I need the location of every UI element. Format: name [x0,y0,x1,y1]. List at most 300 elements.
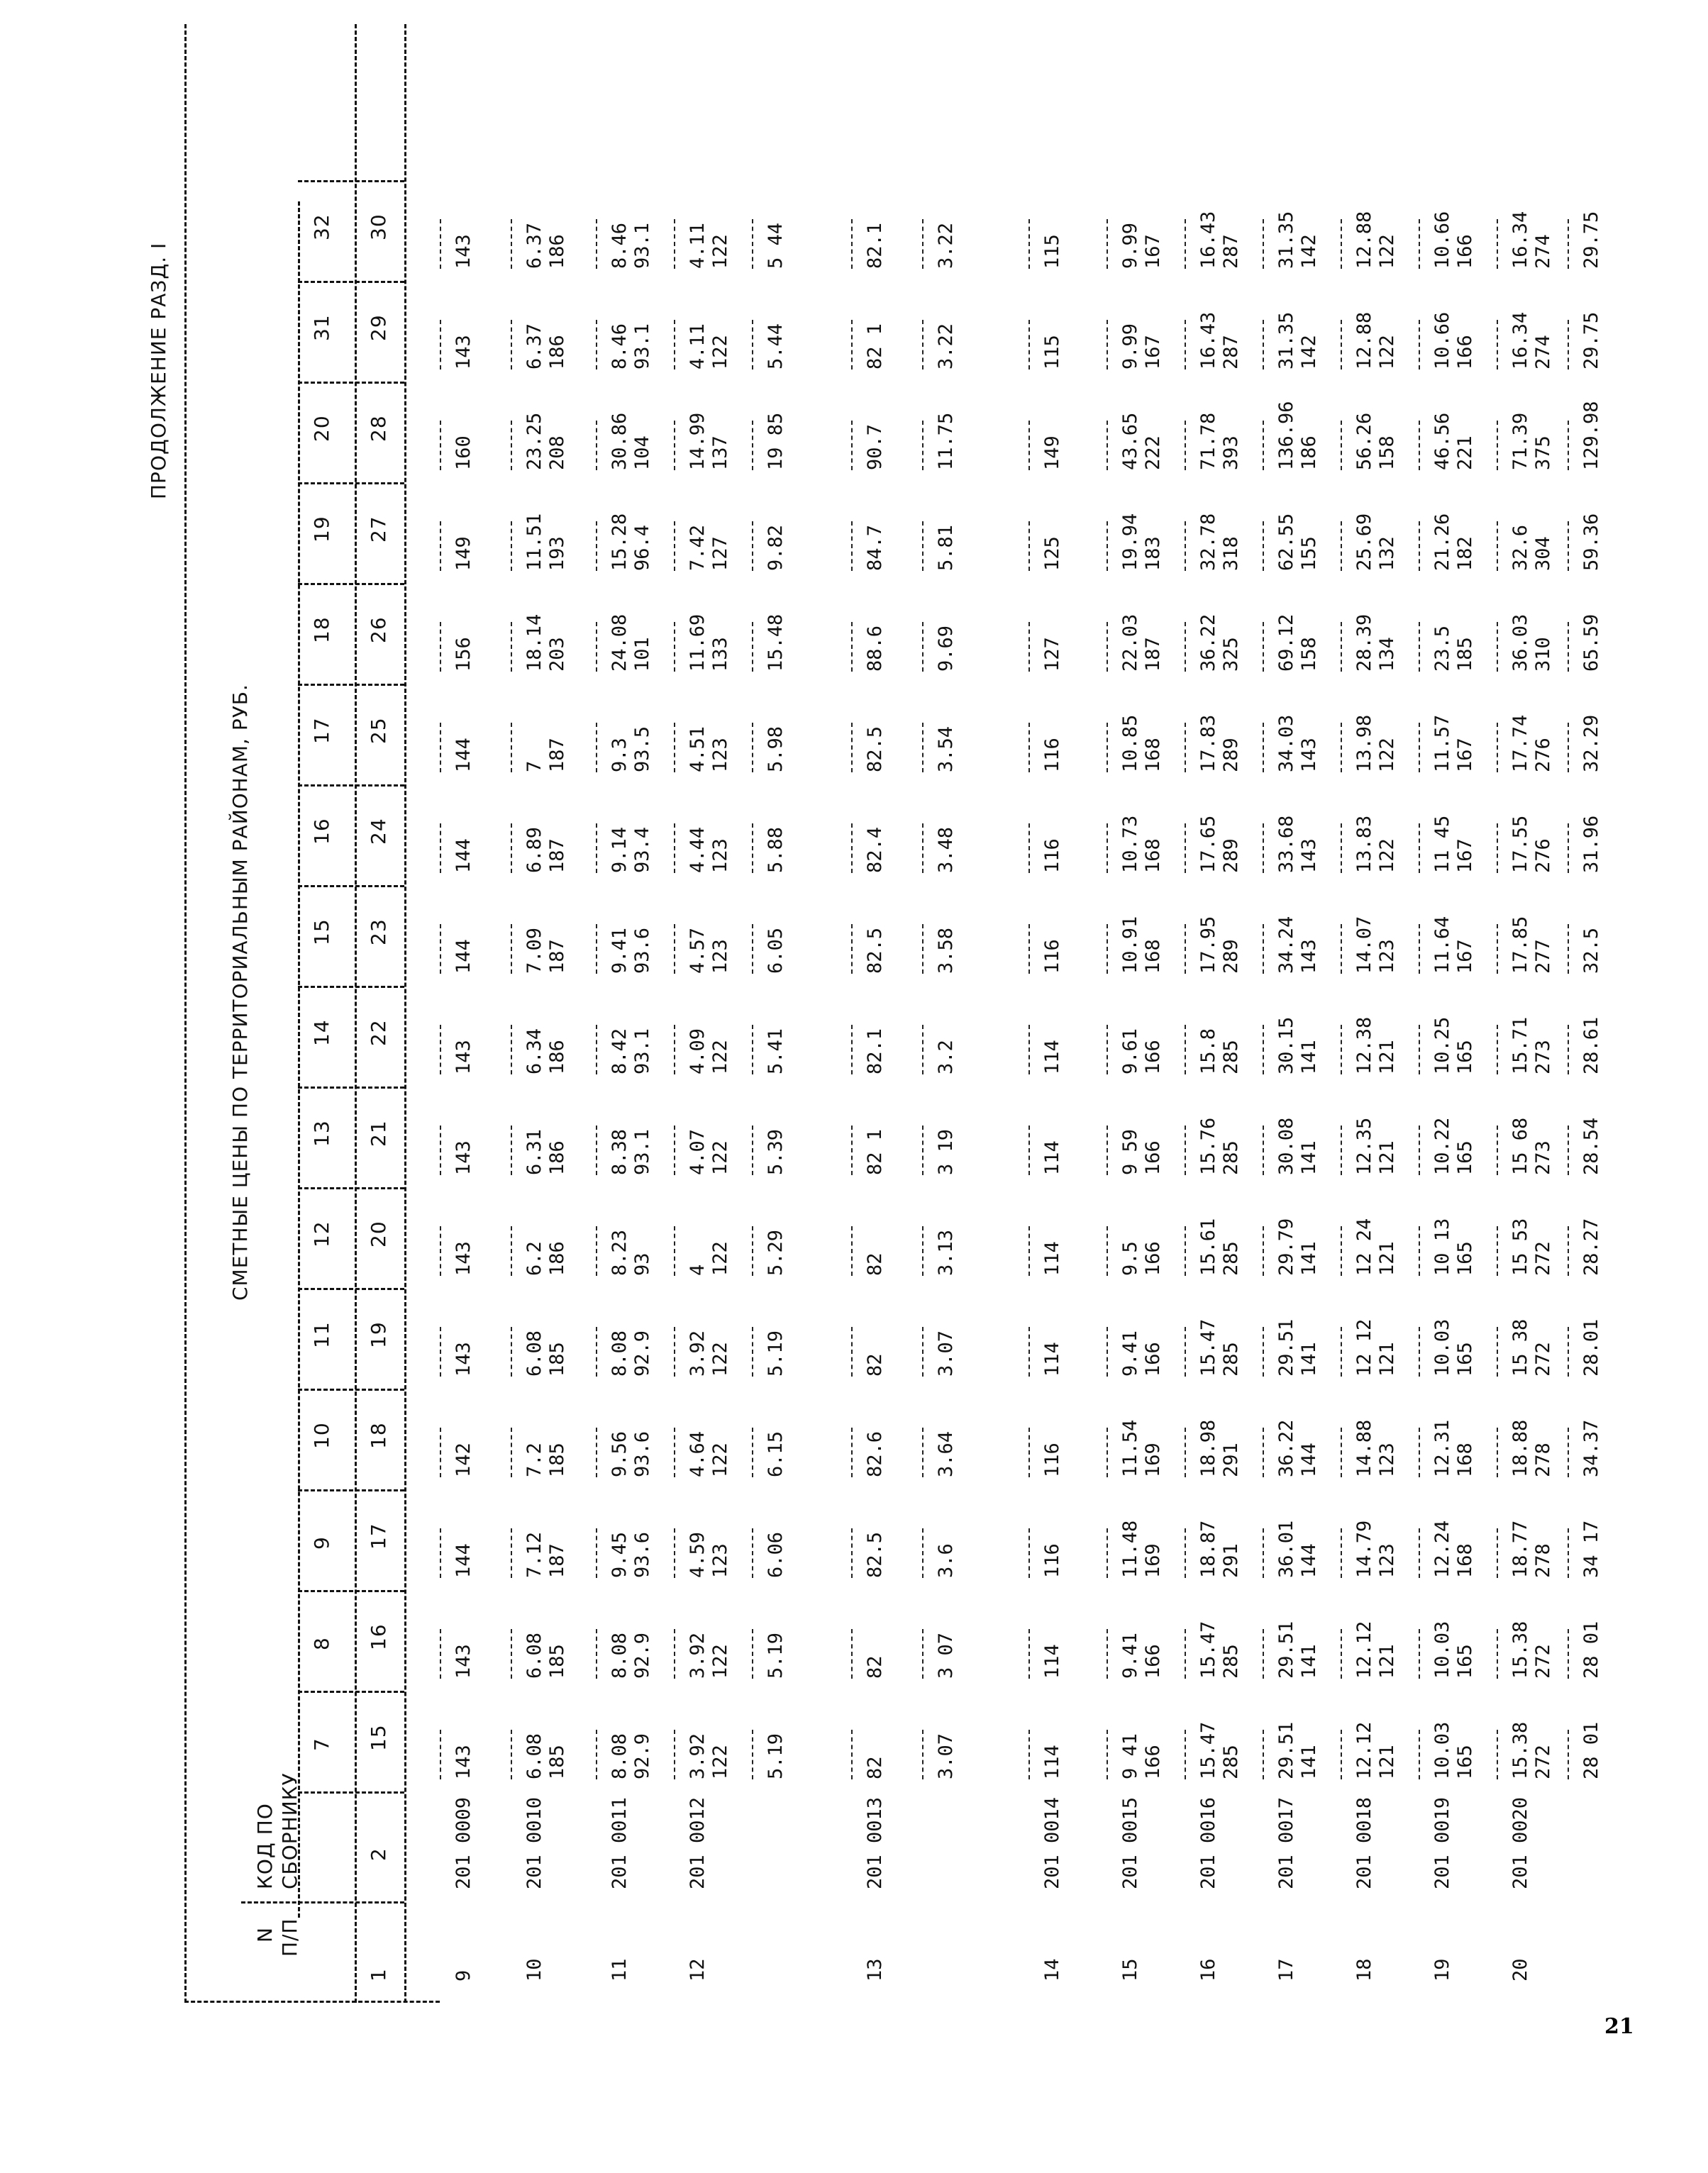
price-cell: 36.03 [1509,613,1531,672]
price-cell: 3.22 [935,323,957,369]
cell-separator [1263,1730,1264,1779]
table-title: СМЕТНЫЕ ЦЕНЫ ПО ТЕРРИТОРИАЛЬНЫМ РАЙОНАМ, РУБ. [228,684,252,1301]
price-cell: 3.64 [935,1430,957,1477]
price-cell-lower: 274 [1532,234,1554,269]
price-cell: 82.5 [864,726,886,772]
price-cell-lower: 121 [1376,1241,1398,1276]
price-cell-lower: 93.6 [631,1430,653,1477]
price-cell: 9.5 [1119,1241,1141,1276]
region-header-cell: 15 [310,918,333,945]
cell-separator [851,1428,853,1477]
cell-separator [1185,219,1186,269]
price-cell: 82 [864,1655,886,1679]
price-cell: 9.14 [609,826,631,873]
price-cell-lower: 121 [1376,1342,1398,1377]
cell-separator [1568,1528,1569,1578]
cell-separator [1419,1126,1420,1175]
price-cell: 9 59 [1119,1128,1141,1175]
cell-separator [1419,823,1420,873]
column-divider [298,885,404,887]
cell-separator [752,421,753,470]
price-cell-lower: 122 [709,1040,731,1074]
price-cell: 82 1 [864,323,886,369]
cell-separator [1263,1327,1264,1377]
row-code: 201 0012 [687,1796,709,1889]
cell-separator [511,622,512,672]
index-cell: 16 [367,1623,390,1650]
price-cell-lower: 122 [709,234,731,269]
price-cell-lower: 273 [1532,1040,1554,1074]
cell-separator [1028,320,1030,369]
price-cell-lower: 185 [546,1443,568,1477]
price-cell-lower: 169 [1142,1543,1164,1578]
price-cell: 114 [1041,1241,1063,1276]
price-cell-lower: 144 [1298,1543,1320,1578]
price-cell-lower: 287 [1220,234,1242,269]
cell-separator [1263,1428,1264,1477]
cell-separator [1341,1528,1342,1578]
price-cell: 143 [453,1644,475,1679]
price-cell-lower: 285 [1220,1745,1242,1779]
price-cell: 3.22 [935,222,957,269]
price-cell-lower: 123 [709,838,731,873]
cell-separator [1107,1528,1108,1578]
cell-separator [1028,1025,1030,1074]
price-cell-lower: 168 [1454,1543,1476,1578]
row-number: 13 [864,1958,886,1982]
price-cell: 6.05 [765,927,787,974]
cell-separator [1028,1730,1030,1779]
cell-separator [440,723,441,772]
price-cell-lower: 158 [1376,435,1398,470]
price-cell-lower: 272 [1532,1342,1554,1377]
price-cell-lower: 142 [1298,234,1320,269]
price-cell: 15.71 [1509,1016,1531,1074]
price-cell-lower: 127 [709,536,731,571]
price-cell-lower: 287 [1220,335,1242,369]
index-cell: 19 [367,1321,390,1348]
price-cell-lower: 276 [1532,738,1554,772]
price-cell-lower: 167 [1142,234,1164,269]
price-cell: 15 68 [1509,1117,1531,1175]
price-cell: 29.79 [1275,1218,1297,1276]
price-cell-lower: 289 [1220,838,1242,873]
price-cell: 116 [1041,1443,1063,1477]
cell-separator [922,1327,924,1377]
cell-separator [1263,1528,1264,1578]
price-cell: 14.88 [1353,1419,1375,1477]
price-cell-lower: 93.1 [631,1028,653,1074]
cell-separator [1107,1428,1108,1477]
price-cell: 25.69 [1353,513,1375,571]
cell-separator [1341,219,1342,269]
price-cell: 15 38 [1509,1318,1531,1377]
cell-separator [1341,1428,1342,1477]
price-cell: 18.14 [523,613,545,672]
cell-separator [752,1428,753,1477]
price-cell: 9.99 [1119,323,1141,369]
price-cell-lower: 93.6 [631,927,653,974]
region-header-cell: 9 [310,1536,333,1550]
cell-separator [440,1730,441,1779]
index-cell: 20 [367,1221,390,1247]
cell-separator [1263,1629,1264,1679]
price-cell-lower: 277 [1532,939,1554,974]
price-cell: 143 [453,1140,475,1175]
cell-separator [1263,723,1264,772]
cell-separator [1419,320,1420,369]
price-cell-lower: 168 [1142,738,1164,772]
column-divider [298,1590,404,1592]
cell-separator [922,723,924,772]
price-cell: 22.03 [1119,613,1141,672]
cell-separator [511,1428,512,1477]
price-cell-lower: 92.9 [631,1632,653,1679]
price-cell: 29.51 [1275,1318,1297,1377]
price-cell-lower: 93.6 [631,1531,653,1578]
cell-separator [1263,1025,1264,1074]
price-cell: 7.42 [687,524,709,571]
cell-separator [1107,1025,1108,1074]
price-cell: 31.35 [1275,211,1297,269]
cell-separator [1107,1126,1108,1175]
price-cell: 3.58 [935,927,957,974]
cell-separator [440,1629,441,1679]
price-cell: 5.29 [765,1229,787,1276]
cell-separator [1341,1327,1342,1377]
price-cell: 82 1 [864,1128,886,1175]
cell-separator [1341,924,1342,974]
price-cell: 10.03 [1431,1621,1453,1679]
price-cell-lower: 285 [1220,1040,1242,1074]
column-divider [298,784,404,787]
cell-separator [752,1025,753,1074]
price-cell-lower: 187 [546,738,568,772]
cell-separator [1419,521,1420,571]
cell-separator [1419,1327,1420,1377]
price-cell: 9.41 [1119,1632,1141,1679]
cell-separator [1568,219,1569,269]
cell-separator [851,421,853,470]
cell-separator [1028,723,1030,772]
row-number: 20 [1509,1958,1531,1982]
price-cell-lower: 273 [1532,1140,1554,1175]
cell-separator [1028,924,1030,974]
cell-separator [1419,723,1420,772]
region-header-cell: 19 [310,516,333,543]
price-cell: 12.24 [1431,1520,1453,1578]
cell-separator [1107,1730,1108,1779]
cell-separator [752,521,753,571]
price-cell-lower: 123 [1376,1543,1398,1578]
price-cell-lower: 165 [1454,1745,1476,1779]
price-cell-lower: 285 [1220,1241,1242,1276]
column-divider [298,180,404,182]
cell-separator [440,1428,441,1477]
cell-separator [922,219,924,269]
price-cell: 143 [453,1040,475,1074]
price-cell: 5.19 [765,1330,787,1377]
price-cell-lower: 158 [1298,637,1320,672]
price-cell: 6.15 [765,1430,787,1477]
price-cell: 6.06 [765,1531,787,1578]
price-cell: 15.48 [765,613,787,672]
cell-separator [752,1629,753,1679]
price-cell: 3.92 [687,1733,709,1779]
cell-separator [440,622,441,672]
cell-separator [674,1428,675,1477]
cell-separator [1263,421,1264,470]
price-cell: 29.51 [1275,1621,1297,1679]
price-cell: 32.5 [1580,927,1602,974]
price-cell: 62.55 [1275,513,1297,571]
price-cell: 56.26 [1353,412,1375,470]
price-cell: 9.61 [1119,1028,1141,1074]
row-number: 15 [1119,1958,1141,1982]
price-cell: 28 01 [1580,1621,1602,1679]
price-cell: 29.51 [1275,1721,1297,1779]
price-cell-lower: 122 [709,1644,731,1679]
price-cell: 82.5 [864,1531,886,1578]
price-cell: 82.1 [864,222,886,269]
cell-separator [922,1126,924,1175]
price-cell: 32.6 [1509,524,1531,571]
cell-separator [596,1730,597,1779]
cell-separator [1419,219,1420,269]
price-cell-lower: 187 [546,1543,568,1578]
index-row-rule-top [355,24,357,2003]
cell-separator [1263,320,1264,369]
price-cell-lower: 185 [546,1644,568,1679]
price-cell: 4.11 [687,323,709,369]
price-cell: 8.46 [609,323,631,369]
cell-separator [1419,924,1420,974]
price-cell-lower: 92.9 [631,1733,653,1779]
price-cell: 8.08 [609,1733,631,1779]
price-cell: 28 01 [1580,1721,1602,1779]
price-cell: 23.25 [523,412,545,470]
index-cell: 2 [367,1847,390,1861]
price-cell-lower: 208 [546,435,568,470]
price-cell-lower: 285 [1220,1140,1242,1175]
cell-separator [1185,521,1186,571]
price-cell: 28.54 [1580,1117,1602,1175]
cell-separator [1107,521,1108,571]
cell-separator [922,622,924,672]
price-cell-lower: 141 [1298,1644,1320,1679]
region-header-cell: 7 [310,1738,333,1751]
cell-separator [1419,1629,1420,1679]
price-cell: 3.92 [687,1632,709,1679]
price-cell-lower: 168 [1142,939,1164,974]
price-cell: 4.07 [687,1128,709,1175]
cell-separator [1419,1226,1420,1276]
cell-separator [596,1327,597,1377]
price-cell: 4.11 [687,222,709,269]
price-cell: 6.37 [523,222,545,269]
cell-separator [1419,1428,1420,1477]
price-cell: 30.86 [609,412,631,470]
price-cell: 6.89 [523,826,545,873]
cell-separator [922,823,924,873]
price-cell-lower: 141 [1298,1040,1320,1074]
price-cell: 34.37 [1580,1419,1602,1477]
price-cell-lower: 276 [1532,838,1554,873]
cell-separator [1497,1327,1498,1377]
row-code: 201 0016 [1197,1796,1219,1889]
price-cell-lower: 187 [546,939,568,974]
price-cell: 7.09 [523,927,545,974]
price-cell: 17.74 [1509,714,1531,772]
price-cell-lower: 123 [709,939,731,974]
price-cell-lower: 186 [1298,435,1320,470]
index-cell: 24 [367,818,390,845]
price-cell: 11 45 [1431,815,1453,873]
price-cell-lower: 93.5 [631,726,653,772]
price-cell: 10.03 [1431,1318,1453,1377]
cell-separator [1028,1126,1030,1175]
cell-separator [1028,421,1030,470]
price-cell-lower: 278 [1532,1443,1554,1477]
price-cell: 6.08 [523,1733,545,1779]
cell-separator [1497,1025,1498,1074]
cell-separator [1107,1327,1108,1377]
price-cell: 3.2 [935,1040,957,1074]
cell-separator [1185,1126,1186,1175]
row-number: 17 [1275,1958,1297,1982]
cell-separator [1497,823,1498,873]
cell-separator [1107,924,1108,974]
column-divider [298,684,404,686]
price-cell-lower: 92.9 [631,1330,653,1377]
price-cell: 36.01 [1275,1520,1297,1578]
price-cell: 8.42 [609,1028,631,1074]
price-cell: 13.98 [1353,714,1375,772]
cell-separator [596,521,597,571]
region-header-cell: 10 [310,1422,333,1449]
price-cell: 84.7 [864,524,886,571]
cell-separator [1263,823,1264,873]
row-number: 14 [1041,1958,1063,1982]
code-divider [241,1901,404,1904]
price-cell: 34 17 [1580,1520,1602,1578]
cell-separator [596,1528,597,1578]
price-cell-lower: 167 [1142,335,1164,369]
cell-separator [511,219,512,269]
price-cell: 9 41 [1119,1733,1141,1779]
cell-separator [511,823,512,873]
price-cell: 115 [1041,234,1063,269]
cell-separator [851,1226,853,1276]
price-cell: 11.75 [935,412,957,470]
cell-separator [752,320,753,369]
price-cell: 11.51 [523,513,545,571]
price-cell: 24.08 [609,613,631,672]
price-cell: 82.4 [864,826,886,873]
cell-separator [511,1528,512,1578]
index-row-rule-bottom [404,24,406,2003]
cell-separator [1497,521,1498,571]
column-divider [298,1086,404,1089]
price-cell: 10.25 [1431,1016,1453,1074]
cell-separator [1341,1025,1342,1074]
price-cell: 143 [453,1241,475,1276]
price-cell-lower: 165 [1454,1040,1476,1074]
price-cell-lower: 168 [1454,1443,1476,1477]
price-cell: 156 [453,637,475,672]
cell-separator [1497,320,1498,369]
price-cell-lower: 291 [1220,1543,1242,1578]
price-cell-lower: 272 [1532,1644,1554,1679]
price-cell: 9.99 [1119,222,1141,269]
cell-separator [1185,1730,1186,1779]
price-cell: 31.96 [1580,815,1602,873]
running-header: ПРОДОЛЖЕНИЕ РАЗД. I [147,242,170,499]
price-cell: 114 [1041,1140,1063,1175]
cell-separator [851,320,853,369]
cell-separator [1028,823,1030,873]
price-cell-lower: 166 [1142,1342,1164,1377]
price-cell-lower: 166 [1142,1040,1164,1074]
price-cell: 143 [453,1342,475,1377]
price-cell: 18.98 [1197,1419,1219,1477]
cell-separator [1497,421,1498,470]
price-cell: 12.38 [1353,1016,1375,1074]
price-cell-lower: 166 [1454,234,1476,269]
price-cell: 6.37 [523,323,545,369]
column-divider [298,1187,404,1189]
price-cell-lower: 141 [1298,1745,1320,1779]
price-cell-lower: 123 [1376,1443,1398,1477]
price-cell-lower: 121 [1376,1745,1398,1779]
cell-separator [1341,1126,1342,1175]
price-cell: 11.48 [1119,1520,1141,1578]
price-cell: 14.79 [1353,1520,1375,1578]
price-cell: 114 [1041,1342,1063,1377]
region-header-cell: 13 [310,1120,333,1147]
cell-separator [1341,320,1342,369]
region-header-cell: 18 [310,616,333,643]
price-cell: 14.07 [1353,916,1375,974]
price-cell: 9.41 [609,927,631,974]
index-cell: 25 [367,717,390,744]
price-cell-lower: 93.1 [631,323,653,369]
price-cell: 18.87 [1197,1520,1219,1578]
price-cell-lower: 122 [709,1140,731,1175]
column-divider [298,986,404,988]
index-cell: 18 [367,1422,390,1449]
cell-separator [752,1126,753,1175]
cell-separator [1497,723,1498,772]
cell-separator [752,723,753,772]
price-cell: 29.75 [1580,211,1602,269]
cell-separator [922,1629,924,1679]
cell-separator [1185,1629,1186,1679]
price-cell: 17.83 [1197,714,1219,772]
column-divider [298,1389,404,1391]
row-code: 201 0019 [1431,1796,1453,1889]
price-cell-lower: 185 [1454,637,1476,672]
cell-separator [1497,1226,1498,1276]
row-number: 10 [523,1958,545,1982]
price-cell-lower: 166 [1142,1241,1164,1276]
price-cell-lower: 143 [1298,939,1320,974]
cell-separator [922,1730,924,1779]
cell-separator [1185,823,1186,873]
price-cell-lower: 122 [709,1241,731,1276]
price-cell: 10.66 [1431,311,1453,369]
price-cell: 4.64 [687,1430,709,1477]
